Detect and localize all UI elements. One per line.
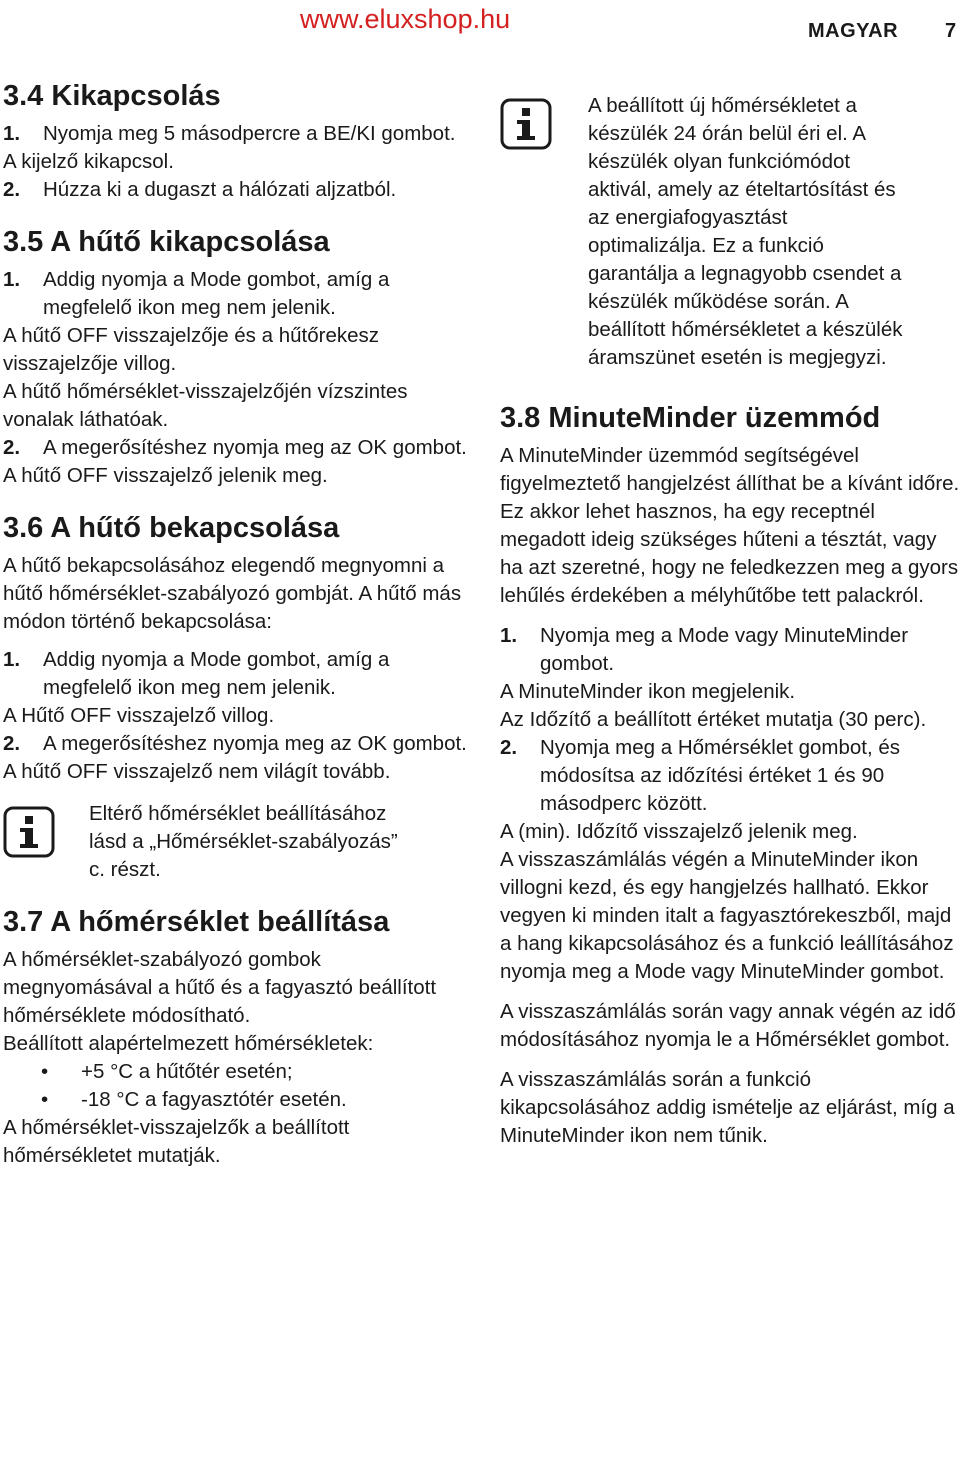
section-3-7-title: 3.7 A hőmérséklet beállítása (3, 906, 390, 938)
paragraph: A (min). Időzítő visszajelző jelenik meg. (500, 820, 858, 843)
paragraph: A hűtő OFF visszajelző nem világít tovább. (3, 760, 391, 783)
step-text: Nyomja meg a Hőmérséklet gombot, és módosítsa az időzítési értéket 1 és 90 másodperc között. (540, 736, 901, 815)
info-text: Eltérő hőmérséklet beállításához lásd a „Hőmérséklet-szabályozás” c. részt. (89, 802, 398, 881)
paragraph: Beállított alapértelmezett hőmérsékletek: (3, 1032, 374, 1055)
paragraph: A visszaszámlálás végén a MinuteMinder ikon villogni kezd, és egy hangjelzés hallható. Ekkor vegyen ki minden italt a fagyasztórekeszből, majd a hang kikapcsolásához és a funkció leállításához nyomja meg a Mode vagy MinuteMinder gombot. (500, 848, 954, 983)
info-text: A beállított új hőmérsékletet a készülék 24 órán belül éri el. A készülék olyan funkciómódot aktivál, amely az ételtartósítást és az energiafogyasztást optimalizálja. Ez a funkció garantálja a legnagyobb csendet a készülék működése során. A beállított hőmérsékletet a készülék áramszünet esetén is megjegyzi. (588, 94, 903, 369)
paragraph: A hűtő OFF visszajelző jelenik meg. (3, 464, 328, 487)
paragraph: A kijelző kikapcsol. (3, 150, 174, 173)
info-icon (500, 98, 552, 150)
paragraph: A hőmérséklet-szabályozó gombok megnyomásával a hűtő és a fagyasztó beállított hőmérséklete módosítható. (3, 948, 437, 1027)
step-number: 2. (3, 732, 21, 755)
bullet-symbol: • (41, 1088, 49, 1111)
step-number: 1. (3, 268, 21, 291)
step-text: A megerősítéshez nyomja meg az OK gombot. (43, 732, 467, 755)
list-item (3, 1058, 473, 1086)
paragraph: A visszaszámlálás során vagy annak végén az idő módosításához nyomja le a Hőmérséklet gombot. (500, 1000, 956, 1051)
list-item (3, 266, 473, 322)
paragraph: Az Időzítő a beállított értéket mutatja (30 perc). (500, 708, 927, 731)
section-3-5-title: 3.5 A hűtő kikapcsolása (3, 226, 330, 258)
step-number: 1. (3, 648, 21, 671)
paragraph: A visszaszámlálás során a funkció kikapcsolásához addig ismételje az eljárást, míg a MinuteMinder ikon nem tűnik. (500, 1068, 955, 1147)
paragraph: A hűtő hőmérséklet-visszajelzőjén vízszintes vonalak láthatóak. (3, 380, 408, 431)
section-3-6 (3, 510, 473, 884)
list-item (3, 176, 473, 204)
paragraph: A Hűtő OFF visszajelző villog. (3, 704, 275, 727)
step-text: Húzza ki a dugaszt a hálózati aljzatból. (43, 178, 397, 201)
step-text: Addig nyomja a Mode gombot, amíg a megfelelő ikon meg nem jelenik. (43, 268, 390, 319)
step-text: Nyomja meg 5 másodpercre a BE/KI gombot. (43, 122, 456, 145)
paragraph: A MinuteMinder ikon megjelenik. (500, 680, 796, 703)
list-item (3, 646, 473, 702)
step-number: 1. (500, 624, 518, 647)
paragraph: A hőmérséklet-visszajelzők a beállított hőmérsékletet mutatják. (3, 1116, 350, 1167)
list-item (3, 1086, 473, 1114)
list-item (500, 734, 960, 818)
section-3-6-title: 3.6 A hűtő bekapcsolása (3, 512, 340, 544)
bullet-text: +5 °C a hűtőtér esetén; (81, 1060, 293, 1083)
page-number: 7 (945, 20, 957, 42)
section-3-5 (3, 224, 473, 490)
step-number: 1. (3, 122, 21, 145)
site-url[interactable]: www.eluxshop.hu (300, 4, 511, 34)
section-3-8-title: 3.8 MinuteMinder üzemmód (500, 402, 881, 434)
step-number: 2. (500, 736, 518, 759)
section-3-8 (500, 400, 960, 1150)
info-note (500, 92, 960, 372)
left-column (3, 78, 473, 1170)
paragraph: A hűtő OFF visszajelzője és a hűtőrekesz visszajelzője villog. (3, 324, 380, 375)
bullet-text: -18 °C a fagyasztótér esetén. (81, 1088, 347, 1111)
step-text: Nyomja meg a Mode vagy MinuteMinder gombot. (540, 624, 909, 675)
right-column (500, 92, 960, 1150)
step-text: A megerősítéshez nyomja meg az OK gombot. (43, 436, 467, 459)
step-number: 2. (3, 178, 21, 201)
section-3-7 (3, 904, 473, 1170)
step-number: 2. (3, 436, 21, 459)
info-icon (3, 806, 55, 858)
section-3-4-title: 3.4 Kikapcsolás (3, 80, 221, 112)
info-note (3, 800, 473, 884)
paragraph: A hűtő bekapcsolásához elegendő megnyomni a hűtő hőmérséklet-szabályozó gombját. A hűtő más módon történő bekapcsolása: (3, 554, 462, 633)
list-item (3, 730, 473, 758)
list-item (500, 622, 960, 678)
language-label: MAGYAR (808, 20, 899, 42)
step-text: Addig nyomja a Mode gombot, amíg a megfelelő ikon meg nem jelenik. (43, 648, 390, 699)
bullet-symbol: • (41, 1060, 49, 1083)
paragraph: A MinuteMinder üzemmód segítségével figyelmeztető hangjelzést állíthat be a kívánt időre. Ez akkor lehet hasznos, ha egy receptnél megadott ideig szükséges hűteni a tésztát, vagy ha azt szeretné, hogy ne feledkezzen meg a gyors lehűlés érdekében a mélyhűtőbe tett palackról. (500, 444, 960, 607)
list-item (3, 434, 473, 462)
section-3-4 (3, 78, 473, 204)
list-item (3, 120, 473, 148)
